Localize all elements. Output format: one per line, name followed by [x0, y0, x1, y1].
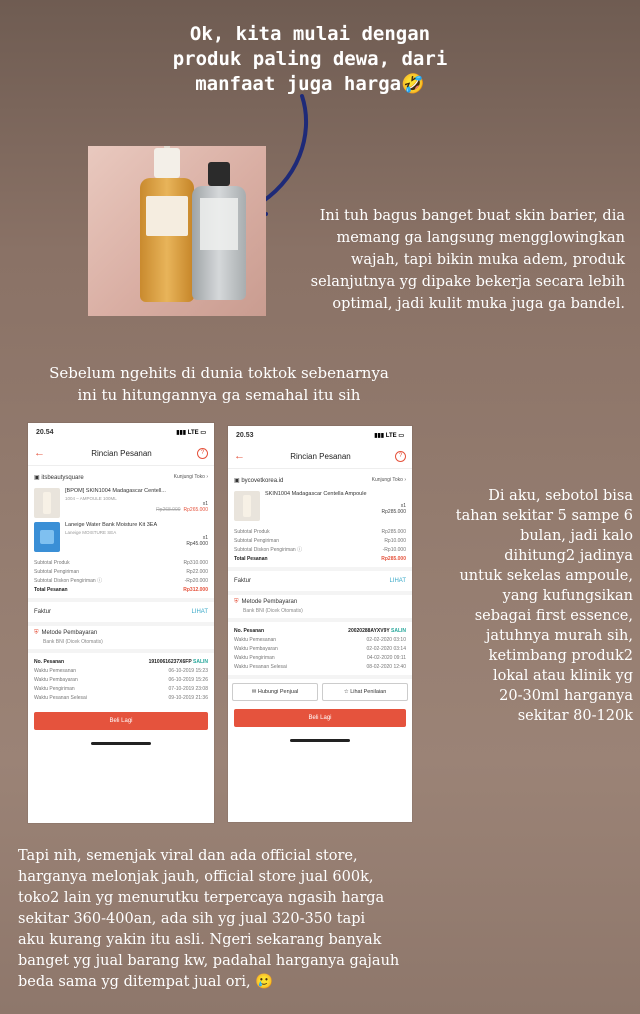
caption-line: Ini tuh bagus banget buat skin barier, dia	[319, 208, 625, 224]
original-price: Rp268.000	[156, 507, 181, 513]
payment-section	[28, 626, 214, 653]
time-value: 04-02-2020 09:11	[366, 654, 406, 661]
payment-label: Metode Pembayaran	[241, 599, 298, 605]
caption-line: untuk sekelas ampoule,	[459, 568, 633, 584]
product-thumbnail	[234, 491, 260, 521]
heading-line-3-text: manfaat juga harga	[195, 73, 402, 95]
caption-line: beda sama yg ditempat jual ori, 🥲	[18, 974, 274, 990]
product-photo	[88, 146, 266, 316]
time-value: 06-10-2019 15:23	[168, 667, 208, 674]
order-info-section	[28, 653, 214, 706]
copy-order-number-button[interactable]: SALIN	[391, 627, 406, 634]
heading-line-2: produk paling dewa, dari	[172, 48, 448, 70]
back-arrow-icon[interactable]: ←	[34, 447, 45, 459]
signal-indicator: ▮▮▮ LTE ▭	[374, 432, 404, 439]
page-title: Rincian Pesanan	[290, 451, 351, 461]
visit-shop-link[interactable]: Kunjungi Toko ›	[173, 474, 208, 480]
caption-price-history	[18, 362, 420, 406]
contact-seller-button[interactable]: ✉ Hubungi Penjual	[232, 683, 318, 701]
shield-icon: ⛨	[234, 599, 239, 605]
summary-label: Subtotal Diskon Pengiriman ⓘ	[234, 547, 303, 553]
caption-line: memang ga langsung mengglowingkan	[336, 230, 625, 246]
visit-shop-link[interactable]: Kunjungi Toko ›	[371, 477, 406, 483]
caption-line: optimal, jadi kulit muka juga ga bandel.	[332, 296, 625, 312]
caption-line: tahan sekitar 5 sampe 6	[455, 508, 633, 524]
product-qty: x1	[202, 501, 208, 507]
payment-bank: Bank BNI (Dicek Otomatis)	[43, 639, 103, 645]
time-label: Waktu Pembayaran	[34, 676, 78, 683]
buy-again-button[interactable]: Beli Lagi	[234, 709, 406, 727]
caption-skin-barrier	[290, 205, 625, 315]
product-variant: Laneige MOISTURE SEA	[65, 530, 117, 535]
caption-line: ketimbang produk2	[488, 648, 633, 664]
back-arrow-icon[interactable]: ←	[234, 450, 245, 462]
payment-label: Metode Pembayaran	[41, 630, 98, 636]
shield-icon: ⛨	[34, 630, 39, 636]
summary-label: Subtotal Pengiriman	[34, 568, 80, 575]
shop-section	[28, 466, 214, 602]
summary-value: Rp285.000	[381, 528, 406, 535]
caption-line: toko2 lain yg menurutku terpercaya ngasih harga	[18, 890, 385, 906]
order-detail-screenshot-2	[228, 426, 412, 822]
story-heading	[30, 22, 590, 97]
invoice-label: Faktur	[34, 609, 52, 615]
product-item[interactable]	[34, 522, 208, 552]
buy-again-button[interactable]: Beli Lagi	[34, 712, 208, 730]
caption-line: bulan, jadi kalo	[520, 528, 633, 544]
caption-line: ini tu hitungannya ga semahal itu sih	[77, 386, 361, 404]
product-price: Rp285.000	[381, 509, 406, 515]
order-detail-screenshot-1	[28, 423, 214, 823]
caption-line: Di aku, sebotol bisa	[488, 488, 633, 504]
view-invoice-link[interactable]: LIHAT	[191, 609, 208, 615]
total-label: Total Pesanan	[34, 586, 68, 593]
caption-line: harganya melonjak jauh, official store jual 600k,	[18, 869, 374, 885]
status-bar	[28, 423, 214, 441]
time-value: 09-10-2019 21:36	[168, 694, 208, 701]
help-icon[interactable]: ?	[197, 448, 208, 459]
summary-value: -Rp10.000	[382, 546, 406, 553]
total-label: Total Pesanan	[234, 555, 268, 562]
time-label: Waktu Pemesanan	[34, 667, 77, 674]
time-value: 02-02-2020 03:14	[366, 645, 406, 652]
product-name: Laneige Water Bank Moisture Kit 3EA	[65, 522, 158, 528]
clock: 20.53	[236, 431, 254, 439]
summary-value: Rp22.000	[186, 568, 208, 575]
sad-smile-emoji-icon: 🥲	[255, 974, 274, 990]
order-number-label: No. Pesanan	[234, 627, 265, 634]
home-indicator	[290, 739, 350, 742]
time-value: 08-02-2020 12:40	[366, 663, 406, 670]
caption-line: sebagai first essence,	[474, 608, 633, 624]
page-title: Rincian Pesanan	[91, 448, 152, 458]
summary-label: Subtotal Produk	[34, 559, 70, 566]
toner-bottle-image	[192, 186, 246, 300]
product-variant: 1004 – AMPOULE 100ML	[65, 496, 117, 501]
order-number: 19100616237X6FP	[148, 658, 192, 665]
order-number-label: No. Pesanan	[34, 658, 65, 665]
caption-line: Sebelum ngehits di dunia toktok sebenarnya	[49, 364, 389, 382]
ampoule-bottle-image	[140, 178, 194, 302]
clock: 20.54	[36, 428, 54, 436]
laughing-emoji-icon: 🤣	[401, 73, 425, 95]
sale-price: Rp265.000	[183, 507, 208, 513]
time-value: 07-10-2019 23:08	[168, 685, 208, 692]
caption-line: dihitung2 jadinya	[504, 548, 633, 564]
caption-usage-duration	[428, 486, 633, 726]
order-number: 20020288AYXV9Y	[348, 627, 390, 634]
caption-line: wajah, tapi bikin muka adem, produk	[351, 252, 625, 268]
order-info-section	[228, 622, 412, 679]
order-header	[228, 444, 412, 469]
summary-label: Subtotal Produk	[234, 528, 270, 535]
shop-name: ▣ itsbeautysquare	[34, 474, 84, 481]
invoice-section	[228, 571, 412, 595]
total-value: Rp285.000	[381, 555, 406, 562]
invoice-section	[28, 602, 214, 626]
product-thumbnail	[34, 488, 60, 518]
payment-section	[228, 595, 412, 622]
time-label: Waktu Pesanan Selesai	[34, 694, 87, 701]
caption-line: sekitar 360-400an, ada sih yg jual 320-350 tapi	[18, 911, 366, 927]
time-label: Waktu Pengiriman	[234, 654, 275, 661]
product-name: [BPOM] SKIN1004 Madagascar Centell...	[65, 488, 166, 494]
caption-line: sekitar 80-120k	[517, 708, 633, 724]
time-label: Waktu Pembayaran	[234, 645, 278, 652]
shop-name: ▣ bycovetkorea.id	[234, 477, 284, 484]
time-label: Waktu Pemesanan	[234, 636, 277, 643]
caption-line: aku kurang yakin itu asli. Ngeri sekarang banyak	[18, 932, 382, 948]
invoice-label: Faktur	[234, 578, 252, 584]
star-icon: ☆	[343, 689, 349, 695]
product-qty: x1	[400, 503, 406, 509]
product-item[interactable]	[34, 488, 208, 518]
home-indicator	[91, 742, 151, 745]
product-item[interactable]	[234, 491, 406, 521]
caption-price-increase	[18, 846, 418, 993]
caption-line: jatuhnya murah sih,	[485, 628, 633, 644]
summary-value: Rp10.000	[384, 537, 406, 544]
caption-line: 20-30ml harganya	[499, 688, 633, 704]
order-header	[28, 441, 214, 466]
shop-section	[228, 469, 412, 571]
help-icon[interactable]: ?	[395, 451, 406, 462]
product-thumbnail	[34, 522, 60, 552]
caption-line: banget yg jual barang kw, padahal harganya gajauh	[18, 953, 400, 969]
summary-label: Subtotal Diskon Pengiriman ⓘ	[34, 578, 103, 584]
total-value: Rp312.000	[183, 586, 208, 593]
summary-value: -Rp20.000	[184, 577, 208, 584]
time-value: 06-10-2019 15:26	[168, 676, 208, 683]
payment-bank: Bank BNI (Dicek Otomatis)	[243, 608, 303, 614]
copy-order-number-button[interactable]: SALIN	[193, 658, 208, 665]
summary-label: Subtotal Pengiriman	[234, 537, 280, 544]
summary-value: Rp310.000	[183, 559, 208, 566]
product-price: Rp45.000	[186, 541, 208, 547]
signal-indicator: ▮▮▮ LTE ▭	[176, 429, 206, 436]
product-name: SKIN1004 Madagascar Centella Ampoule	[265, 491, 367, 497]
chat-icon: ✉	[251, 689, 257, 695]
view-invoice-link[interactable]: LIHAT	[389, 578, 406, 584]
caption-line: selanjutnya yg dipake bekerja secara lebih	[310, 274, 625, 290]
see-review-button[interactable]: ☆ Lihat Penilaian	[322, 683, 408, 701]
time-label: Waktu Pesanan Selesai	[234, 663, 287, 670]
status-bar	[228, 426, 412, 444]
time-label: Waktu Pengiriman	[34, 685, 75, 692]
time-value: 02-02-2020 03:10	[366, 636, 406, 643]
caption-line: Tapi nih, semenjak viral dan ada official store,	[18, 848, 358, 864]
heading-line-1: Ok, kita mulai dengan	[189, 23, 431, 45]
caption-line: yang kufungsikan	[502, 588, 633, 604]
caption-line: lokal atau klinik yg	[492, 668, 633, 684]
product-qty: x1	[202, 535, 208, 541]
